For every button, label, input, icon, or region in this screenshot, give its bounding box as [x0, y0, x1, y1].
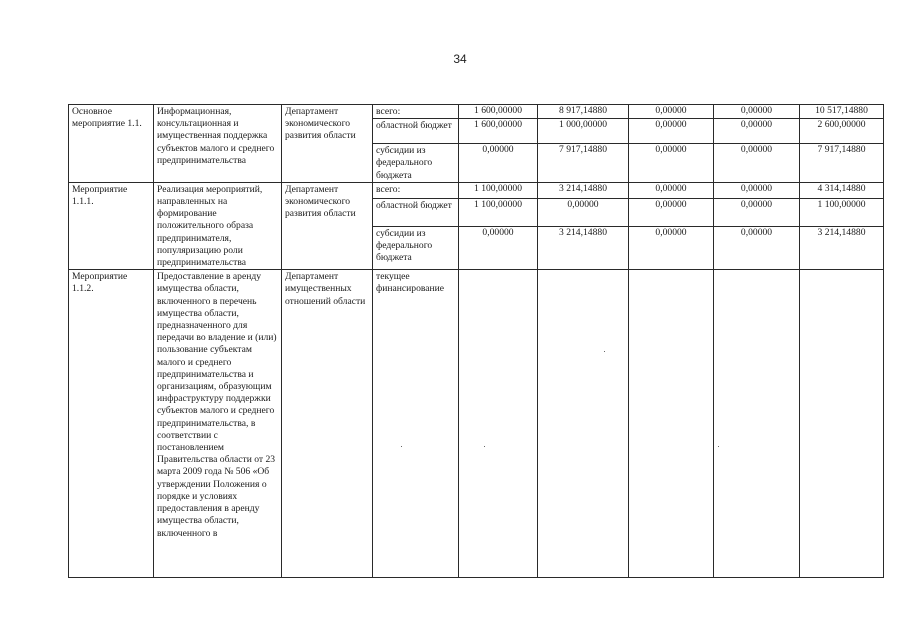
amount-cell: 0,00000	[629, 182, 714, 198]
amount-cell: 8 917,14880	[538, 105, 629, 119]
scan-speck	[604, 351, 605, 352]
amount-cell	[629, 270, 714, 578]
table-row	[69, 182, 884, 198]
executor-cell: Департамент экономического развития области	[282, 182, 373, 269]
funding-source-cell: текущее финансирование	[373, 270, 459, 578]
total-cell: 7 917,14880	[800, 144, 884, 183]
event-name-cell: Основное мероприятие 1.1.	[69, 105, 154, 183]
amount-cell: 1 100,00000	[459, 182, 538, 198]
amount-cell: 3 214,14880	[538, 226, 629, 269]
amount-cell: 0,00000	[714, 226, 800, 269]
amount-cell: 3 214,14880	[538, 182, 629, 198]
amount-cell: 0,00000	[714, 105, 800, 119]
program-events-table	[68, 104, 884, 578]
amount-cell: 0,00000	[629, 198, 714, 226]
total-cell: 4 314,14880	[800, 182, 884, 198]
amount-cell: 1 100,00000	[459, 198, 538, 226]
amount-cell: 7 917,14880	[538, 144, 629, 183]
funding-source-cell: областной бюджет	[373, 198, 459, 226]
executor-cell: Департамент имущественных отношений области	[282, 270, 373, 578]
total-cell: 1 100,00000	[800, 198, 884, 226]
executor-cell: Департамент экономического развития области	[282, 105, 373, 183]
event-description-cell: Реализация мероприятий, направленных на формирование положительного образа предпринимателя, популяризацию роли предпринимательства	[154, 182, 282, 269]
funding-source-cell: всего:	[373, 105, 459, 119]
amount-cell: 0,00000	[629, 226, 714, 269]
funding-source-cell: всего:	[373, 182, 459, 198]
total-cell: 3 214,14880	[800, 226, 884, 269]
funding-source-cell: субсидии из федерального бюджета	[373, 226, 459, 269]
event-name-cell: Мероприятие 1.1.2.	[69, 270, 154, 578]
amount-cell: 0,00000	[459, 144, 538, 183]
amount-cell	[538, 270, 629, 578]
total-cell: 10 517,14880	[800, 105, 884, 119]
amount-cell: 0,00000	[629, 105, 714, 119]
table-row	[69, 270, 884, 578]
amount-cell: 0,00000	[538, 198, 629, 226]
amount-cell: 1 600,00000	[459, 119, 538, 144]
scan-speck	[718, 446, 719, 447]
amount-cell: 0,00000	[714, 198, 800, 226]
amount-cell: 0,00000	[714, 144, 800, 183]
amount-cell: 0,00000	[459, 226, 538, 269]
amount-cell	[459, 270, 538, 578]
event-description-cell: Информационная, консультационная и имущественная поддержка субъектов малого и среднего предпринимательства	[154, 105, 282, 183]
page-number: 34	[453, 52, 467, 66]
amount-cell: 0,00000	[714, 119, 800, 144]
funding-source-cell: субсидии из федерального бюджета	[373, 144, 459, 183]
amount-cell: 0,00000	[714, 182, 800, 198]
funding-source-cell: областной бюджет	[373, 119, 459, 144]
event-name-cell: Мероприятие 1.1.1.	[69, 182, 154, 269]
amount-cell	[714, 270, 800, 578]
amount-cell: 0,00000	[629, 144, 714, 183]
amount-cell: 1 000,00000	[538, 119, 629, 144]
total-cell: 2 600,00000	[800, 119, 884, 144]
scan-speck	[401, 446, 402, 447]
total-cell	[800, 270, 884, 578]
table-row	[69, 105, 884, 119]
scan-speck	[484, 446, 485, 447]
amount-cell: 1 600,00000	[459, 105, 538, 119]
amount-cell: 0,00000	[629, 119, 714, 144]
event-description-cell: Предоставление в аренду имущества области, включенного в перечень имущества области, предназначенного для передачи во владение и (или) пользование субъектам малого и среднего предпринимательства и организациям, образующим инфраструктуру поддержки субъектов малого и среднего предпринимательства, в соответствии с постановлением Правительства области от 23 марта 2009 года № 506 «Об утверждении Положения о порядке и условиях предоставления в аренду имущества области, включенного в	[154, 270, 282, 578]
